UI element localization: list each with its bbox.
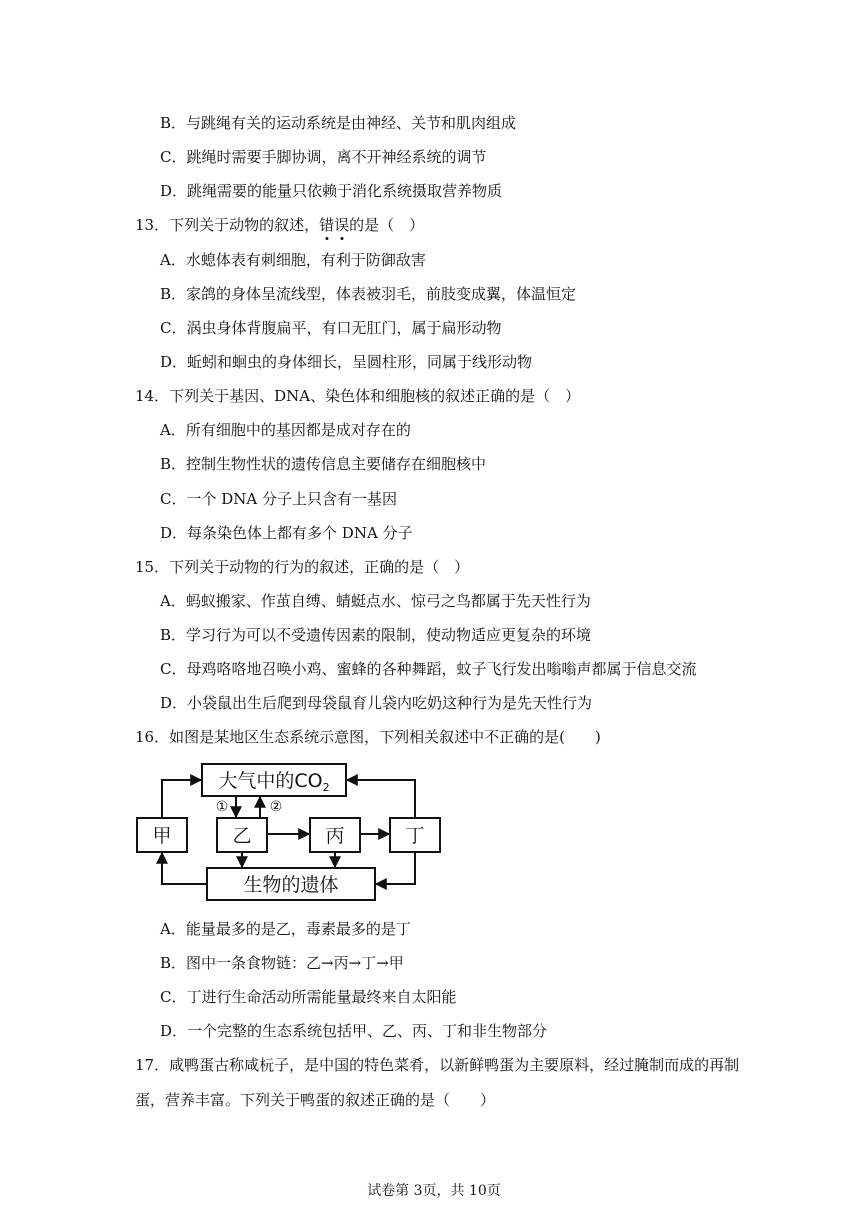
q14-stem: 14．下列关于基因、DNA、染色体和细胞核的叙述正确的是（ ） [135, 387, 581, 405]
arrow-remains-to-jia [162, 853, 207, 884]
co2-label: 大气中的$CO_2$ [218, 770, 330, 794]
q13-option-d: D．蚯蚓和蛔虫的身体细长，呈圆柱形，同属于线形动物 [160, 353, 533, 371]
q16-option-d: D．一个完整的生态系统包括甲、乙、丙、丁和非生物部分 [160, 1022, 548, 1040]
q13-emphasis-2 [334, 216, 349, 234]
marker-2: ② [269, 799, 283, 815]
yi-label: 乙 [232, 825, 252, 847]
q16-option-c: C．丁进行生命活动所需能量最终来自太阳能 [160, 988, 457, 1006]
q15-option-a: A．蚂蚁搬家、作茧自缚、蜻蜓点水、惊弓之鸟都属于先天性行为 [160, 592, 591, 610]
q16-option-a: A．能量最多的是乙，毒素最多的是丁 [160, 920, 411, 938]
q13-option-b: B．家鸽的身体呈流线型，体表被羽毛，前肢变成翼，体温恒定 [160, 285, 577, 303]
q13-emphasis-char-1: 错 [319, 216, 335, 234]
q12-option-b: B．与跳绳有关的运动系统是由神经、关节和肌肉组成 [160, 114, 517, 132]
q12-option-c: C．跳绳时需要手脚协调，离不开神经系统的调节 [160, 148, 487, 166]
q15-option-c: C．母鸡咯咯地召唤小鸡、蜜蜂的各种舞蹈，蚊子飞行发出嗡嗡声都属于信息交流 [160, 660, 697, 678]
q17-stem: 17．咸鸭蛋古称咸杬子，是中国的特色菜肴，以新鲜鸭蛋为主要原料，经过腌制而成的再制蛋，营养丰富。下列关于鸭蛋的叙述正确的是（ ） [135, 1056, 740, 1109]
co2-subscript: 2 [322, 781, 330, 794]
q13-option-a: A．水螅体表有刺细胞，有利于防御敌害 [160, 251, 426, 269]
emphasis-dot [325, 237, 328, 240]
arrow-jia-to-co2 [162, 780, 201, 818]
q15-stem: 15．下列关于动物的行为的叙述，正确的是（ ） [135, 558, 470, 576]
q14-option-b: B．控制生物性状的遗传信息主要储存在细胞核中 [160, 455, 487, 473]
marker-1: ① [215, 799, 229, 815]
q16-stem: 16．如图是某地区生态系统示意图，下列相关叙述中不正确的是( ) [135, 728, 601, 746]
arrow-ding-to-co2 [347, 780, 415, 818]
q14-option-c: C．一个 DNA 分子上只含有一基因 [160, 490, 397, 508]
q12-option-d: D．跳绳需要的能量只依赖于消化系统摄取营养物质 [160, 182, 503, 200]
page-footer: 试卷第 3页，共 10页 [367, 1183, 501, 1199]
q16-option-b: B．图中一条食物链：乙→丙→丁→甲 [160, 954, 404, 972]
remains-label: 生物的遗体 [243, 874, 339, 896]
bing-label: 丙 [325, 825, 345, 847]
q15-option-b: B．学习行为可以不受遗传因素的限制，使动物适应更复杂的环境 [160, 626, 592, 644]
ecosystem-diagram [132, 760, 444, 902]
q14-option-d: D．每条染色体上都有多个 DNA 分子 [160, 524, 413, 542]
q13-stem [135, 215, 424, 235]
q13-option-c: C．涡虫身体背腹扁平，有口无肛门，属于扁形动物 [160, 319, 502, 337]
q15-option-d: D．小袋鼠出生后爬到母袋鼠育儿袋内吃奶这种行为是先天性行为 [160, 694, 593, 712]
q13-stem-end: 的是（ ） [349, 216, 425, 234]
emphasis-dot [340, 237, 343, 240]
jia-label: 甲 [152, 825, 172, 847]
ding-label: 丁 [405, 825, 425, 847]
q13-emphasis-1 [319, 216, 334, 234]
arrow-ding-to-remains [376, 852, 415, 884]
q14-option-a: A．所有细胞中的基因都是成对存在的 [160, 421, 411, 439]
q13-emphasis-char-2: 误 [334, 216, 350, 234]
q13-stem-start: 13．下列关于动物的叙述， [135, 216, 320, 234]
